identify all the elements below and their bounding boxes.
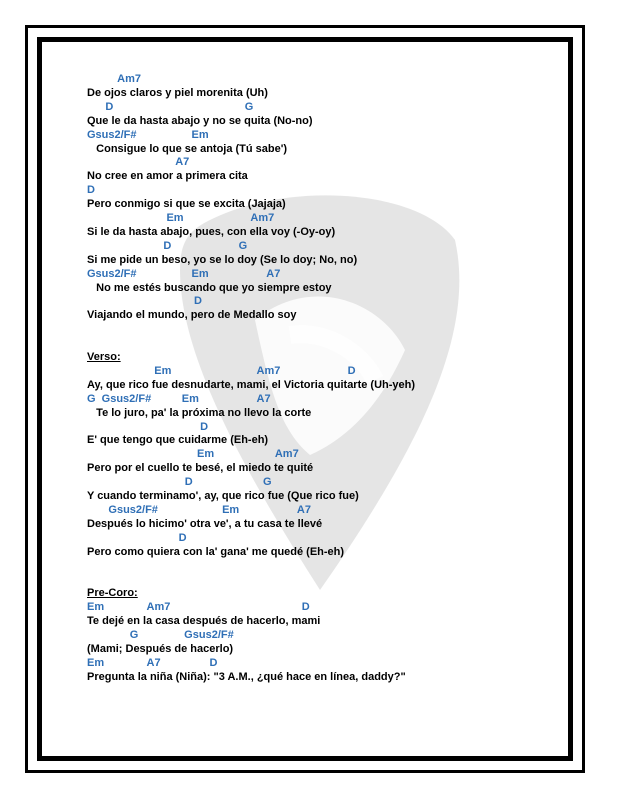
chord-line: Gsus2/F# Em A7 — [87, 267, 281, 280]
chord-line: Gsus2/F# Em — [87, 128, 209, 141]
lyric-line: No cree en amor a primera cita — [87, 170, 248, 183]
lyric-line: Consigue lo que se antoja (Tú sabe') — [87, 142, 288, 155]
chord-line: G Gsus2/F# — [87, 629, 234, 641]
chord-line: D — [87, 531, 187, 544]
chord-line: A7 — [87, 156, 190, 169]
chord-line: G Gsus2/F# Em A7 — [87, 392, 271, 405]
chord-line: Am7 — [87, 73, 141, 85]
chord-line: D — [87, 420, 209, 433]
chord-line: Em Am7 — [87, 448, 299, 461]
lyric-line: Si le da hasta abajo, pues, con ella voy (-Oy-oy) — [87, 225, 336, 238]
chord-line: Em A7 D — [87, 656, 218, 669]
chord-line: Gsus2/F# Em A7 — [87, 503, 311, 516]
lyric-line: Pregunta la niña (Niña): "3 A.M., ¿qué hace en línea, daddy?" — [87, 670, 406, 683]
section-heading: Pre-Coro: — [87, 587, 138, 600]
lyric-line: Pero conmigo si que se excita (Jajaja) — [87, 198, 286, 211]
chord-line: D — [87, 295, 202, 308]
lyric-line: Y cuando terminamo', ay, que rico fue (Que rico fue) — [87, 490, 359, 502]
lyric-line: Te dejé en la casa después de hacerlo, mami — [87, 615, 321, 628]
lyric-line: No me estés buscando que yo siempre estoy — [87, 281, 332, 294]
chord-line: Em Am7 D — [87, 601, 310, 614]
chord-line: D G — [87, 476, 272, 489]
lyric-line: (Mami; Después de hacerlo) — [87, 642, 234, 655]
section-heading: Verso: — [87, 351, 121, 363]
lyric-line: Ay, que rico fue desnudarte, mami, el Victoria quitarte (Uh-yeh) — [87, 378, 416, 391]
chord-line: D G — [87, 100, 254, 113]
lyric-line: E' que tengo que cuidarme (Eh-eh) — [87, 434, 269, 447]
lyric-line: Si me pide un beso, yo se lo doy (Se lo doy; No, no) — [87, 253, 358, 266]
lyric-line: De ojos claros y piel morenita (Uh) — [87, 86, 268, 99]
lyric-line: Viajando el mundo, pero de Medallo soy — [87, 309, 297, 322]
lyric-line: Te lo juro, pa' la próxima no llevo la corte — [87, 406, 312, 419]
lyric-line: Pero como quiera con la' gana' me quedé (Eh-eh) — [87, 545, 345, 558]
chord-line: D G — [87, 239, 248, 252]
lyric-line: Pero por el cuello te besé, el miedo te quité — [87, 462, 314, 475]
chord-line: Em Am7 D — [87, 364, 356, 377]
lyric-line: Que le da hasta abajo y no se quita (No-no) — [87, 114, 313, 127]
chord-line: Em Am7 — [87, 212, 275, 224]
chord-line: D — [87, 184, 95, 197]
lyric-line: Después lo hicimo' otra ve', a tu casa te llevé — [87, 517, 323, 530]
